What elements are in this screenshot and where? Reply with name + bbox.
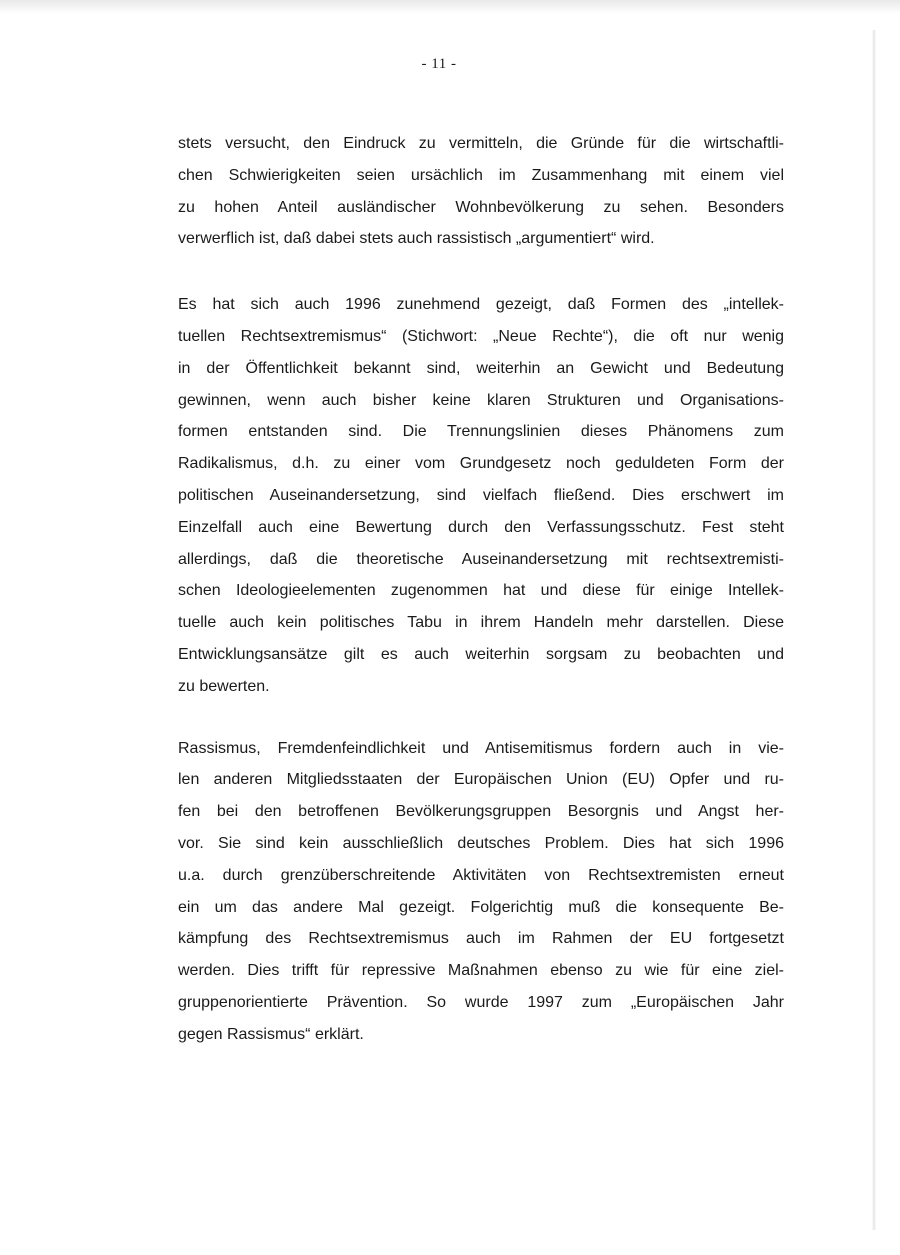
paragraph-2	[178, 289, 784, 702]
text-line: zu hohen Anteil ausländischer Wohnbevölkerung zu sehen. Besonders	[178, 198, 784, 216]
text-line: politischen Auseinandersetzung, sind vielfach fließend. Dies erschwert im	[178, 486, 784, 504]
paragraph-1	[178, 128, 784, 255]
text-line: allerdings, daß die theoretische Auseinandersetzung mit rechtsextremisti-	[178, 550, 784, 568]
text-line: gruppenorientierte Prävention. So wurde 1997 zum „Europäischen Jahr	[178, 993, 784, 1011]
text-line: chen Schwierigkeiten seien ursächlich im Zusammenhang mit einem viel	[178, 166, 784, 184]
text-line: tuelle auch kein politisches Tabu in ihrem Handeln mehr darstellen. Diese	[178, 614, 784, 632]
body-text	[178, 128, 784, 1051]
text-line: werden. Dies trifft für repressive Maßnahmen ebenso zu wie für eine ziel-	[178, 962, 784, 980]
text-line: stets versucht, den Eindruck zu vermitteln, die Gründe für die wirtschaftli-	[178, 135, 784, 152]
text-line: fen bei den betroffenen Bevölkerungsgruppen Besorgnis und Angst her-	[178, 803, 784, 821]
paragraph-3	[178, 733, 784, 1051]
text-line: u.a. durch grenzüberschreitende Aktivitäten von Rechtsextremisten erneut	[178, 866, 784, 884]
text-line: schen Ideologieelementen zugenommen hat und diese für einige Intellek-	[178, 582, 784, 600]
text-line: len anderen Mitgliedsstaaten der Europäischen Union (EU) Opfer und ru-	[178, 771, 784, 789]
text-line: Es hat sich auch 1996 zunehmend gezeigt, daß Formen des „intellek-	[178, 296, 784, 314]
text-line: zu bewerten.	[178, 677, 270, 695]
text-line: verwerflich ist, daß dabei stets auch rassistisch „argumentiert“ wird.	[178, 230, 655, 248]
text-line: Rassismus, Fremdenfeindlichkeit und Antisemitismus fordern auch in vie-	[178, 739, 784, 757]
text-line: ein um das andere Mal gezeigt. Folgerichtig muß die konsequente Be-	[178, 898, 784, 916]
text-line: Entwicklungsansätze gilt es auch weiterhin sorgsam zu beobachten und	[178, 645, 784, 663]
page-number: - 11 -	[421, 56, 457, 72]
text-line: formen entstanden sind. Die Trennungslinien dieses Phänomens zum	[178, 423, 784, 441]
text-line: Einzelfall auch eine Bewertung durch den Verfassungsschutz. Fest steht	[178, 518, 784, 536]
text-line: gegen Rassismus“ erklärt.	[178, 1025, 364, 1043]
text-line: tuellen Rechtsextremismus“ (Stichwort: „Neue Rechte“), die oft nur wenig	[178, 327, 784, 345]
text-line: gewinnen, wenn auch bisher keine klaren Strukturen und Organisations-	[178, 391, 784, 409]
scan-edge-top	[0, 0, 900, 14]
text-line: kämpfung des Rechtsextremismus auch im Rahmen der EU fortgesetzt	[178, 930, 784, 948]
text-line: vor. Sie sind kein ausschließlich deutsches Problem. Dies hat sich 1996	[178, 834, 784, 852]
text-line: Radikalismus, d.h. zu einer vom Grundgesetz noch geduldeten Form der	[178, 455, 784, 473]
text-line: in der Öffentlichkeit bekannt sind, weiterhin an Gewicht und Bedeutung	[178, 359, 784, 377]
scan-edge-right	[872, 30, 876, 1230]
